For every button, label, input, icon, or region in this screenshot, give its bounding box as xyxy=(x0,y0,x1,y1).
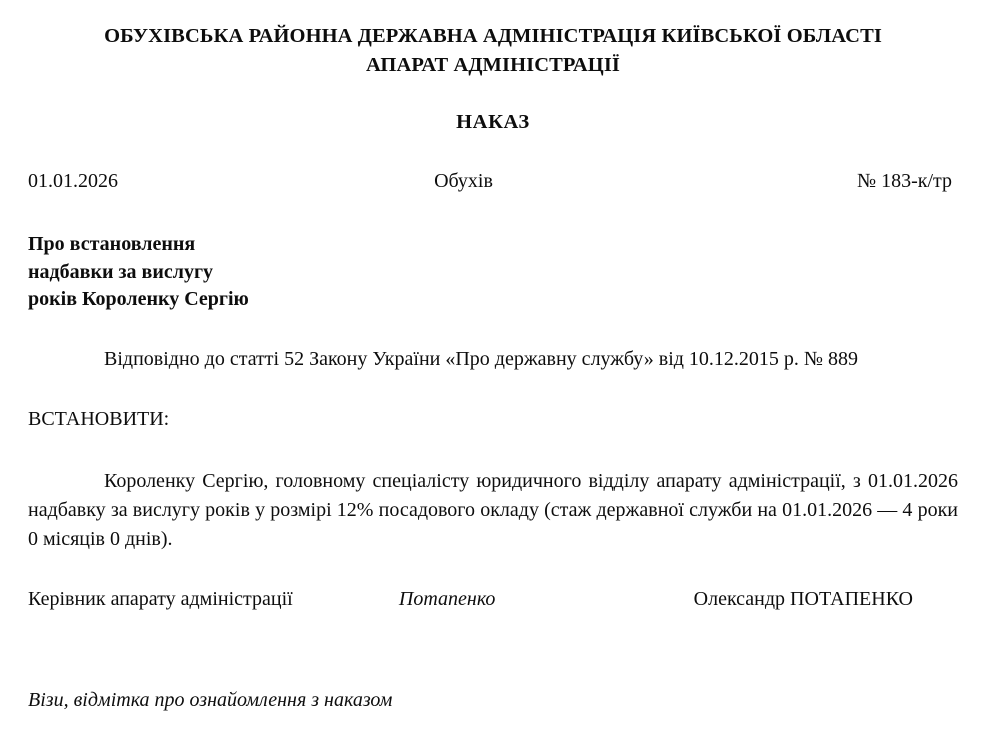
visa-footer-note: Візи, відмітка про ознайомлення з наказом xyxy=(28,688,393,711)
subject-line-1: Про встановлення xyxy=(28,233,196,255)
subject-line-3: років Короленку Сергію xyxy=(28,288,249,310)
organization-header xyxy=(28,0,958,80)
preamble-paragraph: Відповідно до статті 52 Закону України «Про державну службу» від 10.12.2015 р. № 889 xyxy=(104,347,859,370)
document-place: Обухів xyxy=(434,170,493,192)
signature-row xyxy=(28,588,958,611)
signer-position: Керівник апарату адміністрації xyxy=(28,587,293,610)
order-keyword: ВСТАНОВИТИ: xyxy=(28,407,170,430)
organization-name-line2: АПАРАТ АДМІНІСТРАЦІЇ xyxy=(366,54,620,76)
organization-name-line1: ОБУХІВСЬКА РАЙОННА ДЕРЖАВНА АДМІНІСТРАЦІЯ КИЇВСЬКОЇ ОБЛАСТІ xyxy=(104,25,882,47)
body-paragraph: Короленку Сергію, головному спеціалісту юридичного відділу апарату адміністрації, з 01.01.2026 надбавку за вислугу років у розмірі 12% посадового окладу (стаж державної служби на 01.01.2026 — 4 роки 0 місяців 0 днів). xyxy=(28,469,958,550)
document-meta-row xyxy=(28,170,958,193)
signer-name: Олександр ПОТАПЕНКО xyxy=(693,587,913,610)
signature-mark: Потапенко xyxy=(398,587,496,610)
document-number: № 183-к/тр xyxy=(857,170,952,192)
document-subject xyxy=(28,231,358,314)
document-type-title: НАКАЗ xyxy=(456,111,530,133)
document-date: 01.01.2026 xyxy=(28,170,118,192)
subject-line-2: надбавки за вислугу xyxy=(28,260,214,283)
